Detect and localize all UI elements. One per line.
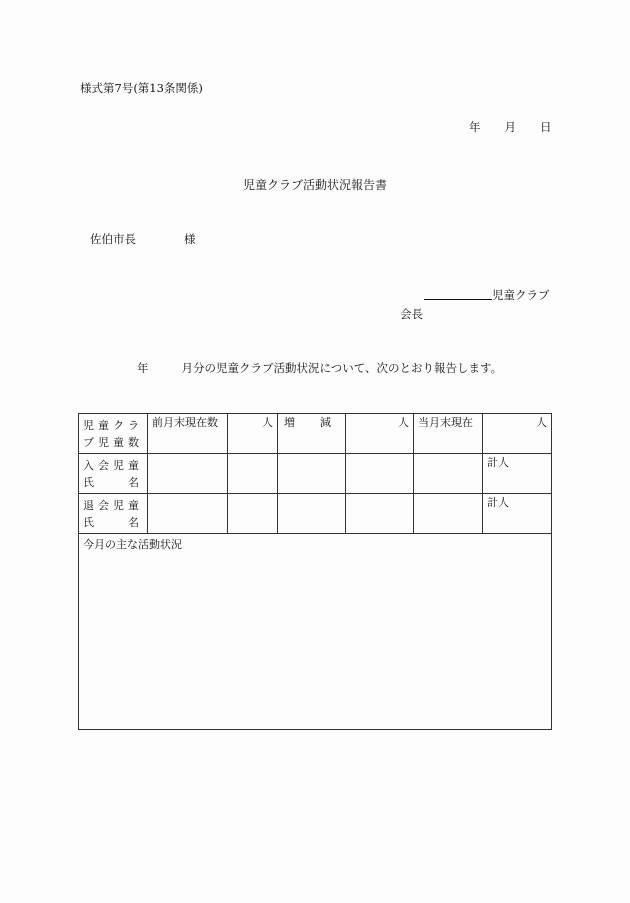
change-unit: 人 [346,414,414,454]
withdrawn-name-cell[interactable] [278,494,346,534]
withdrawn-total-cell[interactable] [483,494,552,534]
date-month-label: 月 [504,120,516,134]
joined-name-cell[interactable] [346,454,414,494]
activity-label: 今月の主な活動状況 [83,538,182,551]
date-line [469,119,552,135]
change-label: 増 減 [278,414,346,454]
addressee-name: 佐伯市長 [90,232,136,246]
joined-total-label: 計人 [487,456,509,469]
intro-year: 年 [137,361,149,375]
joined-children-header: 入 会 児 童 氏 名 [79,454,148,494]
table-row-children-count [79,414,552,454]
withdrawn-name-cell[interactable] [414,494,483,534]
table-row-joined-children [79,454,552,494]
addressee-honorific: 様 [184,232,196,246]
form-number: 様式第7号(第13条関係) [80,81,203,95]
addressee [90,231,196,247]
club-suffix: 児童クラブ [492,288,550,302]
prev-month-unit: 人 [228,414,278,454]
activity-section[interactable] [79,534,552,730]
joined-name-cell[interactable] [414,454,483,494]
current-count-label: 当月末現在 [414,414,483,454]
withdrawn-children-header: 退 会 児 童 氏 名 [79,494,148,534]
intro-sentence [137,360,502,376]
table-row-activity [79,534,552,730]
prev-month-count-label: 前月末現在数 [148,414,228,454]
withdrawn-total-label: 計人 [487,496,509,509]
report-table [78,413,552,730]
intro-text: 月分の児童クラブ活動状況について、次のとおり報告します。 [181,361,503,375]
table-row-withdrawn-children [79,494,552,534]
withdrawn-name-cell[interactable] [228,494,278,534]
children-count-header: 児 童 ク ラ ブ 児 童 数 [79,414,148,454]
joined-name-cell[interactable] [148,454,228,494]
club-name-line [424,287,550,303]
joined-name-cell[interactable] [228,454,278,494]
club-name-blank [424,287,492,300]
president-label: 会長 [400,307,423,321]
document-title: 児童クラブ活動状況報告書 [242,178,387,192]
date-day-label: 日 [540,120,552,134]
current-count-unit: 人 [483,414,552,454]
joined-name-cell[interactable] [278,454,346,494]
date-year-label: 年 [469,120,481,134]
joined-total-cell[interactable] [483,454,552,494]
withdrawn-name-cell[interactable] [148,494,228,534]
withdrawn-name-cell[interactable] [346,494,414,534]
